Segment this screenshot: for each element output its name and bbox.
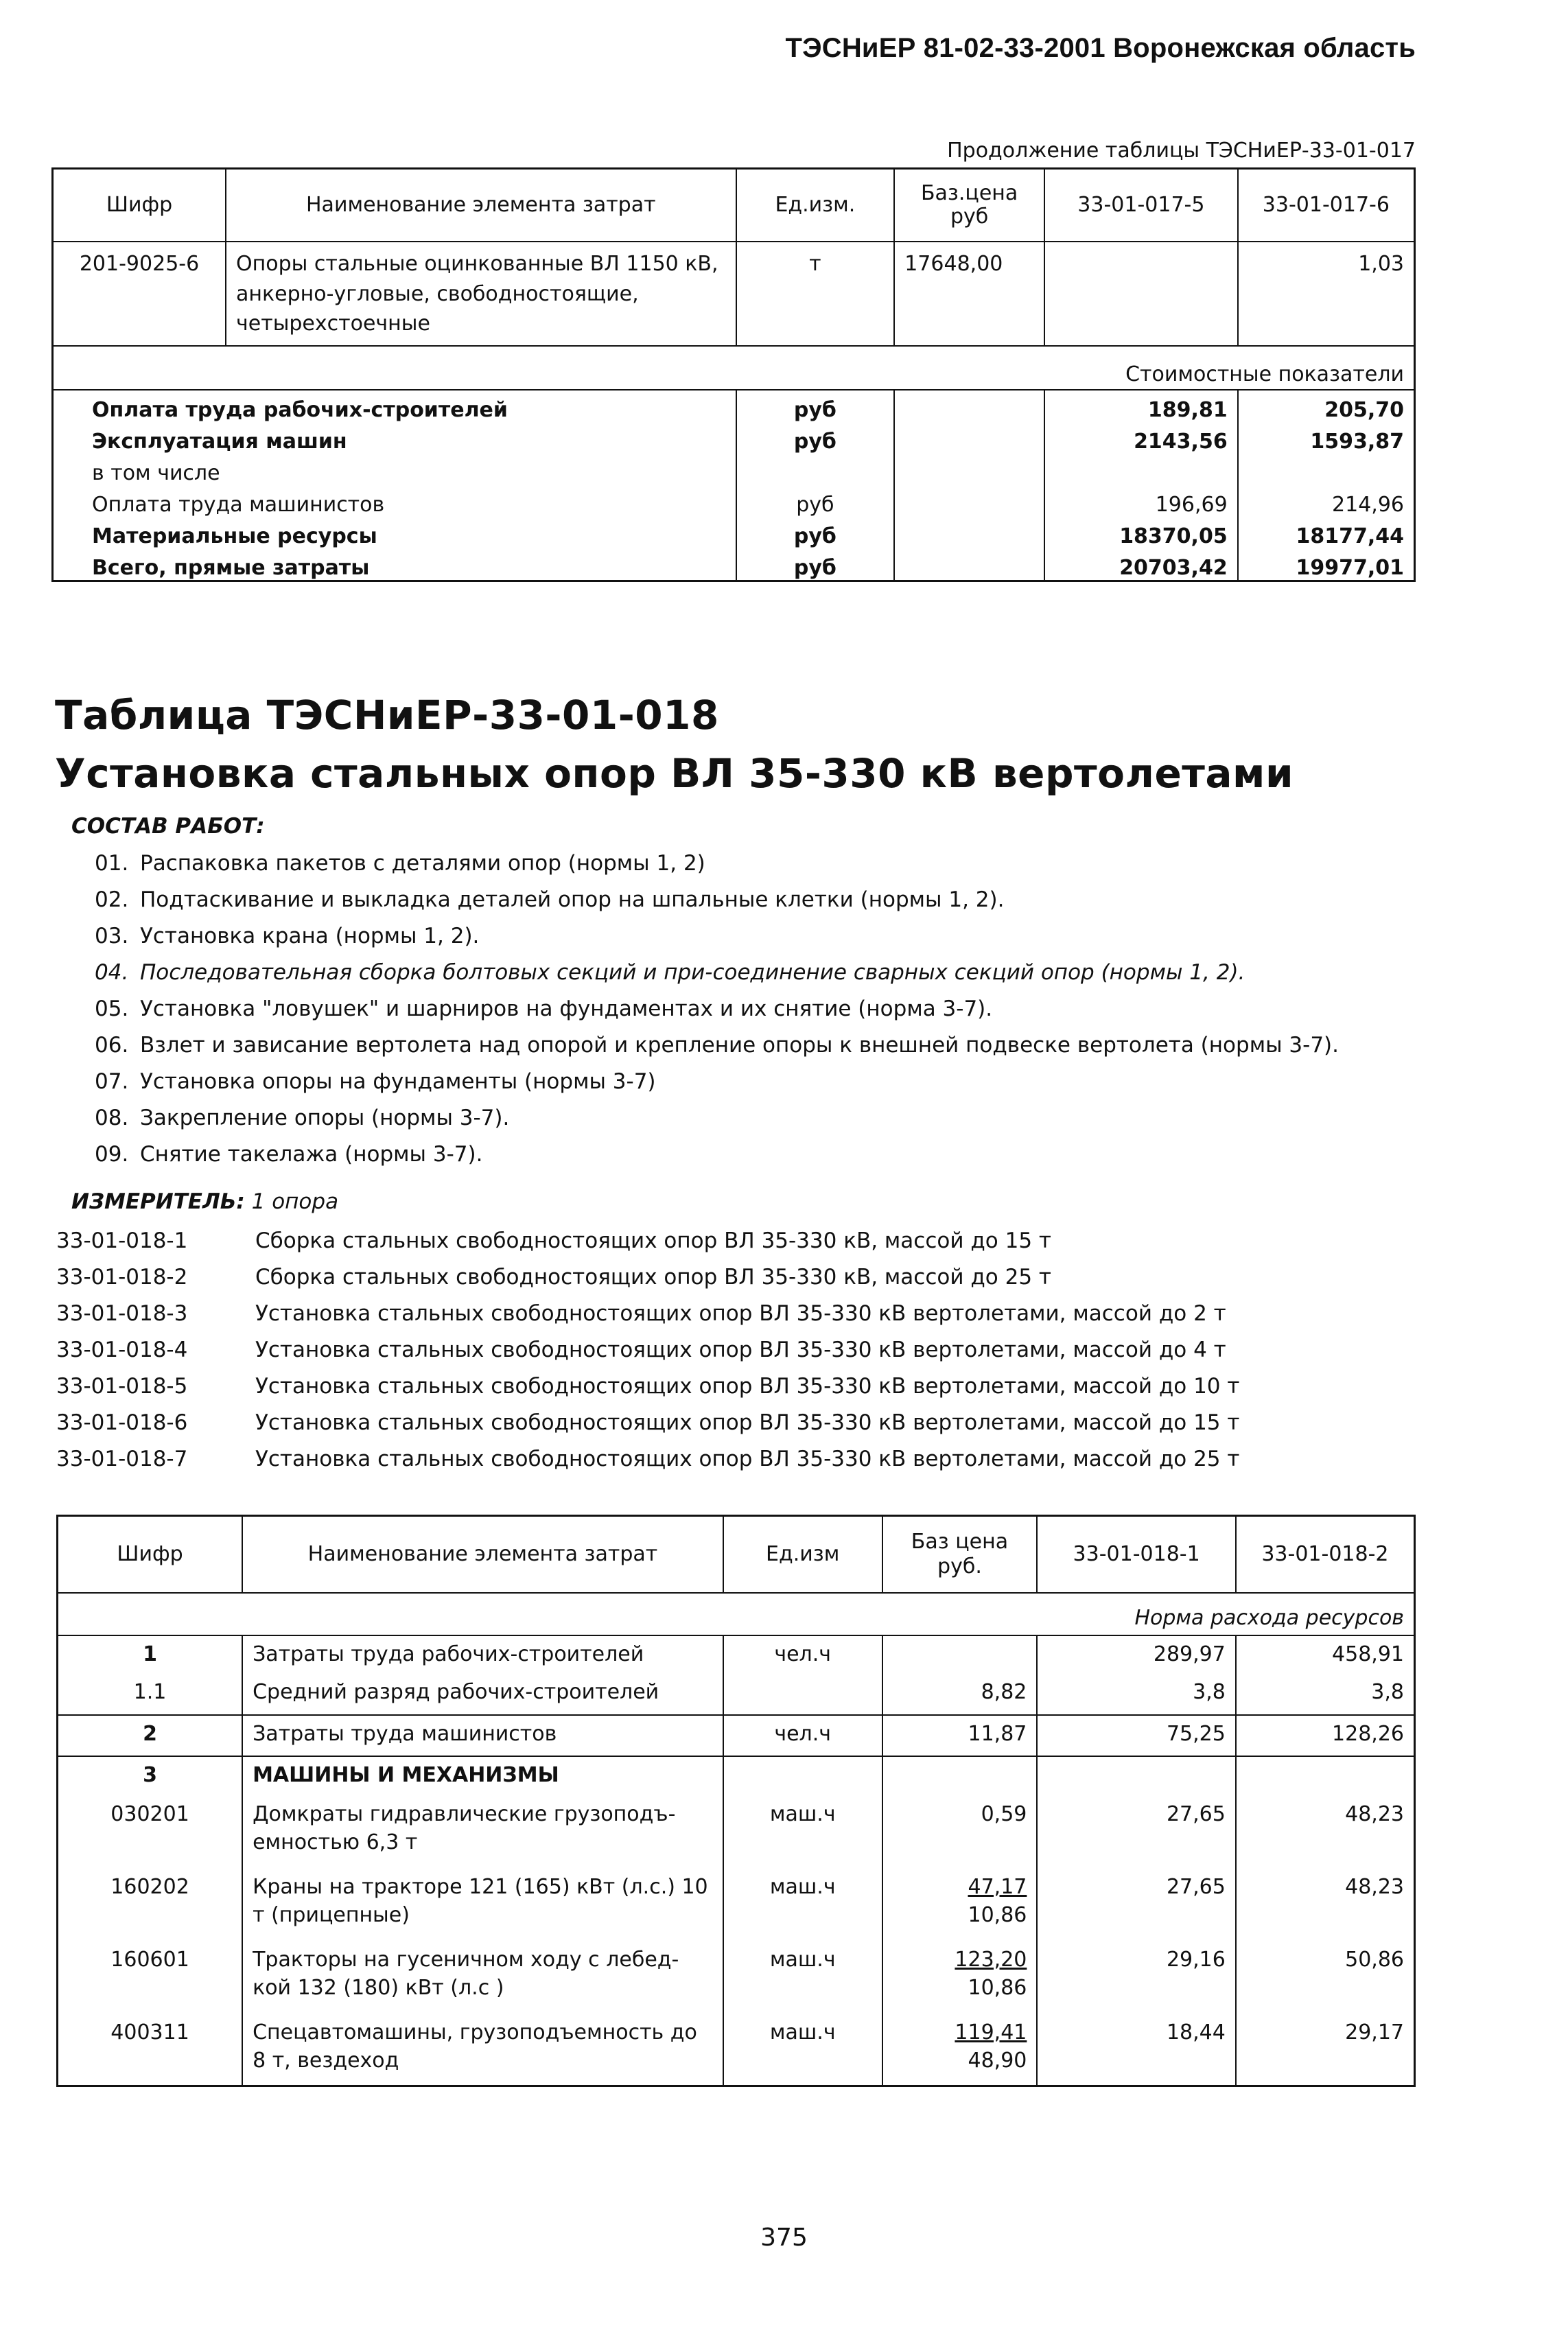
resource-code: 201-9025-6 (53, 242, 226, 346)
row-value-2: 48,23 (1236, 1796, 1415, 1869)
cost-label: Материальные ресурсы (92, 524, 377, 548)
norm-list (56, 1227, 1497, 1482)
cost-price (894, 485, 1044, 517)
work-text: Подтаскивание и выкладка деталей опор на шпальные клетки (нормы 1, 2). (140, 887, 1005, 912)
row-unit: чел.ч (723, 1635, 882, 1674)
work-text: Взлет и зависание вертолета над опорой и крепление опоры к внешней подвеске вертолета (нормы 3-7). (140, 1033, 1339, 1058)
norm-text: Сборка стальных свободностоящих опор ВЛ 35-330 кВ, массой до 25 т (255, 1265, 1051, 1290)
row-name: Спецавтомашины, грузоподъемность до 8 т, вездеход (242, 2014, 723, 2086)
row-unit: чел.ч (723, 1715, 882, 1756)
list-item (95, 1104, 1467, 1141)
row-price (882, 1635, 1038, 1674)
cost-price (894, 454, 1044, 485)
cost-label: Всего, прямые затраты (92, 556, 370, 580)
cost-value-2: 1593,87 (1238, 422, 1415, 454)
meter-value: 1 опора (251, 1189, 339, 1214)
row-code: 2 (58, 1715, 243, 1756)
header-price (882, 1516, 1038, 1594)
resource-value-2: 1,03 (1238, 242, 1415, 346)
cost-value-2: 18177,44 (1238, 517, 1415, 548)
cost-value-1: 2143,56 (1044, 422, 1238, 454)
work-number: 02. (95, 887, 129, 912)
list-item (95, 1068, 1467, 1104)
norm-code: 33-01-018-7 (56, 1447, 188, 1471)
list-item (56, 1445, 1497, 1482)
row-code: 030201 (110, 1802, 189, 1826)
header-name: Наименование элемента затрат (242, 1516, 723, 1594)
list-item (56, 1336, 1497, 1373)
list-item (95, 995, 1467, 1031)
header-name: Наименование элемента затрат (226, 169, 736, 242)
list-item (56, 1373, 1497, 1409)
table-row (58, 1715, 1415, 1756)
table-header-row (58, 1516, 1415, 1594)
row-price (882, 1942, 1038, 2014)
list-item (56, 1263, 1497, 1300)
work-number: 06. (95, 1033, 129, 1058)
row-name: Средний разряд рабочих-строителей (242, 1674, 723, 1715)
resource-norm-table-018 (56, 1515, 1416, 2087)
continuation-caption: Продолжение таблицы ТЭСНиЕР-33-01-017 (947, 139, 1416, 163)
section-label: Норма расхода ресурсов (58, 1593, 1415, 1635)
header-unit: Ед.изм. (736, 169, 895, 242)
row-price (882, 1869, 1038, 1942)
row-value-1: 27,65 (1037, 1796, 1235, 1869)
norm-text: Установка стальных свободностоящих опор ВЛ 35-330 кВ вертолетами, массой до 4 т (255, 1338, 1226, 1362)
table-row (53, 454, 1415, 485)
row-code: 3 (58, 1756, 243, 1796)
section-label: Стоимостные показатели (53, 346, 1415, 390)
row-value-1: 27,65 (1037, 1869, 1235, 1942)
header-code: Шифр (53, 169, 226, 242)
row-price-secondary: 10,86 (968, 1903, 1027, 1928)
list-item (95, 850, 1467, 886)
row-value-1: 29,16 (1037, 1942, 1235, 2014)
row-price-value: 8,82 (981, 1680, 1027, 1704)
cost-label: Оплата труда машинистов (92, 493, 385, 517)
work-number: 01. (95, 851, 129, 876)
table-row (58, 1635, 1415, 1674)
work-number: 07. (95, 1069, 129, 1094)
header-norm-2: 33-01-018-2 (1236, 1516, 1415, 1594)
row-value-2: 458,91 (1236, 1635, 1415, 1674)
row-code: 1 (143, 1642, 157, 1666)
list-item (56, 1409, 1497, 1445)
header-unit: Ед.изм (723, 1516, 882, 1594)
work-number: 09. (95, 1142, 129, 1167)
row-name: Тракторы на гусеничном ходу с лебед-кой 132 (180) кВт (л.с ) (242, 1942, 723, 2014)
row-name: МАШИНЫ И МЕХАНИЗМЫ (242, 1756, 723, 1796)
cost-value-2: 205,70 (1238, 390, 1415, 422)
work-text: Распаковка пакетов с деталями опор (нормы 1, 2) (140, 851, 705, 876)
row-value-2: 50,86 (1236, 1942, 1415, 2014)
norm-code: 33-01-018-3 (56, 1301, 188, 1326)
cost-value-2 (1238, 454, 1415, 485)
work-text: Установка опоры на фундаменты (нормы 3-7) (140, 1069, 656, 1094)
row-unit: маш.ч (723, 2014, 882, 2086)
row-value-2: 29,17 (1236, 2014, 1415, 2086)
running-header: ТЭСНиЕР 81-02-33-2001 Воронежская область (785, 33, 1416, 63)
work-number: 05. (95, 996, 129, 1021)
cost-value-1: 18370,05 (1044, 517, 1238, 548)
row-code: 400311 (110, 2020, 189, 2044)
table-row (53, 422, 1415, 454)
list-item (95, 922, 1467, 959)
cost-value-2: 214,96 (1238, 485, 1415, 517)
norm-code: 33-01-018-2 (56, 1265, 188, 1290)
table-row (58, 1674, 1415, 1715)
row-value-1: 3,8 (1037, 1674, 1235, 1715)
header-norm-2: 33-01-017-6 (1238, 169, 1415, 242)
row-unit: маш.ч (723, 1942, 882, 2014)
work-text: Снятие такелажа (нормы 3-7). (140, 1142, 483, 1167)
table-row (58, 1942, 1415, 2014)
row-value-2: 128,26 (1236, 1715, 1415, 1756)
work-text: Закрепление опоры (нормы 3-7). (140, 1106, 510, 1130)
row-code: 160202 (110, 1875, 189, 1899)
measurement-unit (71, 1189, 338, 1214)
table-row (53, 242, 1415, 346)
resource-name: Опоры стальные оцинкованные ВЛ 1150 кВ, анкерно-угловые, свободностоящие, четырехстоечные (226, 242, 736, 346)
row-price-secondary: 48,90 (968, 2049, 1027, 2073)
cost-value-1: 196,69 (1044, 485, 1238, 517)
row-code: 160601 (110, 1948, 189, 1972)
work-number: 08. (95, 1106, 129, 1130)
row-value-2: 48,23 (1236, 1869, 1415, 1942)
row-unit (723, 1674, 882, 1715)
cost-value-1 (1044, 454, 1238, 485)
table-row (53, 390, 1415, 422)
row-name: Краны на тракторе 121 (165) кВт (л.с.) 10 т (прицепные) (242, 1869, 723, 1942)
list-item (56, 1300, 1497, 1336)
header-price-text: Баз цена руб. (911, 1530, 1009, 1578)
norm-text: Сборка стальных свободностоящих опор ВЛ 35-330 кВ, массой до 15 т (255, 1228, 1051, 1253)
meter-label: ИЗМЕРИТЕЛЬ: (71, 1189, 245, 1214)
norm-code: 33-01-018-4 (56, 1338, 188, 1362)
table-header-row (53, 169, 1415, 242)
table-subtitle: Установка стальных опор ВЛ 35-330 кВ вертолетами (55, 750, 1294, 797)
list-item (95, 1031, 1467, 1068)
cost-unit (736, 454, 895, 485)
row-value-2: 3,8 (1236, 1674, 1415, 1715)
row-unit: маш.ч (723, 1796, 882, 1869)
row-name: Затраты труда рабочих-строителей (242, 1635, 723, 1674)
norm-text: Установка стальных свободностоящих опор ВЛ 35-330 кВ вертолетами, массой до 10 т (255, 1374, 1240, 1399)
header-norm-1: 33-01-018-1 (1037, 1516, 1235, 1594)
cost-price (894, 390, 1044, 422)
work-text: Установка "ловушек" и шарниров на фундаментах и их снятие (норма 3-7). (140, 996, 993, 1021)
norm-text: Установка стальных свободностоящих опор ВЛ 35-330 кВ вертолетами, массой до 25 т (255, 1447, 1240, 1471)
row-price (882, 1796, 1038, 1869)
resource-price: 17648,00 (894, 242, 1044, 346)
cost-unit: руб (736, 485, 895, 517)
header-price: Баз.цена руб (894, 169, 1044, 242)
row-name: Домкраты гидравлические грузоподъ-емностью 6,3 т (242, 1796, 723, 1869)
cost-price (894, 517, 1044, 548)
table-row (58, 1796, 1415, 1869)
work-list (95, 850, 1467, 1177)
row-price-value: 123,20 (955, 1948, 1027, 1972)
row-value-1: 289,97 (1037, 1635, 1235, 1674)
row-code: 1.1 (133, 1680, 167, 1704)
cost-value-2: 19977,01 (1238, 548, 1415, 581)
cost-unit: руб (736, 517, 895, 548)
list-item (56, 1227, 1497, 1263)
resource-value-1 (1044, 242, 1238, 346)
cost-table-017 (51, 167, 1416, 582)
section-row (58, 1593, 1415, 1635)
header-norm-1: 33-01-017-5 (1044, 169, 1238, 242)
row-price (882, 2014, 1038, 2086)
table-row (58, 1756, 1415, 1796)
norm-text: Установка стальных свободностоящих опор ВЛ 35-330 кВ вертолетами, массой до 2 т (255, 1301, 1226, 1326)
row-price (882, 1674, 1038, 1715)
table-row (58, 2014, 1415, 2086)
cost-price (894, 548, 1044, 581)
row-price-value: 11,87 (968, 1722, 1027, 1746)
work-text: Установка крана (нормы 1, 2). (140, 924, 480, 948)
row-price-value: 47,17 (968, 1875, 1027, 1899)
table-title: Таблица ТЭСНиЕР-33-01-018 (55, 692, 719, 738)
row-value-1 (1037, 1756, 1235, 1796)
section-row (53, 346, 1415, 390)
row-value-1: 75,25 (1037, 1715, 1235, 1756)
row-price-secondary: 10,86 (968, 1976, 1027, 2001)
table-row (53, 485, 1415, 517)
norm-code: 33-01-018-1 (56, 1228, 188, 1253)
header-code: Шифр (58, 1516, 243, 1594)
cost-label: в том числе (92, 461, 220, 485)
work-number: 04. (95, 960, 129, 985)
page-number: 375 (760, 2224, 808, 2252)
list-item (95, 1141, 1467, 1177)
table-row (58, 1869, 1415, 1942)
cost-value-1: 20703,42 (1044, 548, 1238, 581)
cost-unit: руб (736, 390, 895, 422)
cost-price (894, 422, 1044, 454)
row-price-value: 0,59 (981, 1802, 1027, 1826)
resource-unit: т (736, 242, 895, 346)
table-row (53, 517, 1415, 548)
norm-text: Установка стальных свободностоящих опор ВЛ 35-330 кВ вертолетами, массой до 15 т (255, 1410, 1240, 1435)
cost-label: Оплата труда рабочих-строителей (92, 398, 508, 422)
list-item (95, 959, 1467, 995)
table-row (53, 548, 1415, 581)
cost-unit: руб (736, 548, 895, 581)
row-value-2 (1236, 1756, 1415, 1796)
work-text: Последовательная сборка болтовых секций и при-соединение сварных секций опор (нормы 1, 2). (140, 960, 1245, 985)
norm-code: 33-01-018-5 (56, 1374, 188, 1399)
norm-code: 33-01-018-6 (56, 1410, 188, 1435)
work-number: 03. (95, 924, 129, 948)
work-composition-heading: СОСТАВ РАБОТ: (71, 814, 265, 839)
row-value-1: 18,44 (1037, 2014, 1235, 2086)
row-price (882, 1756, 1038, 1796)
list-item (95, 886, 1467, 922)
row-unit (723, 1756, 882, 1796)
cost-value-1: 189,81 (1044, 390, 1238, 422)
cost-unit: руб (736, 422, 895, 454)
row-unit: маш.ч (723, 1869, 882, 1942)
cost-label: Эксплуатация машин (92, 430, 347, 454)
row-price (882, 1715, 1038, 1756)
row-price-value: 119,41 (955, 2020, 1027, 2044)
row-name: Затраты труда машинистов (242, 1715, 723, 1756)
